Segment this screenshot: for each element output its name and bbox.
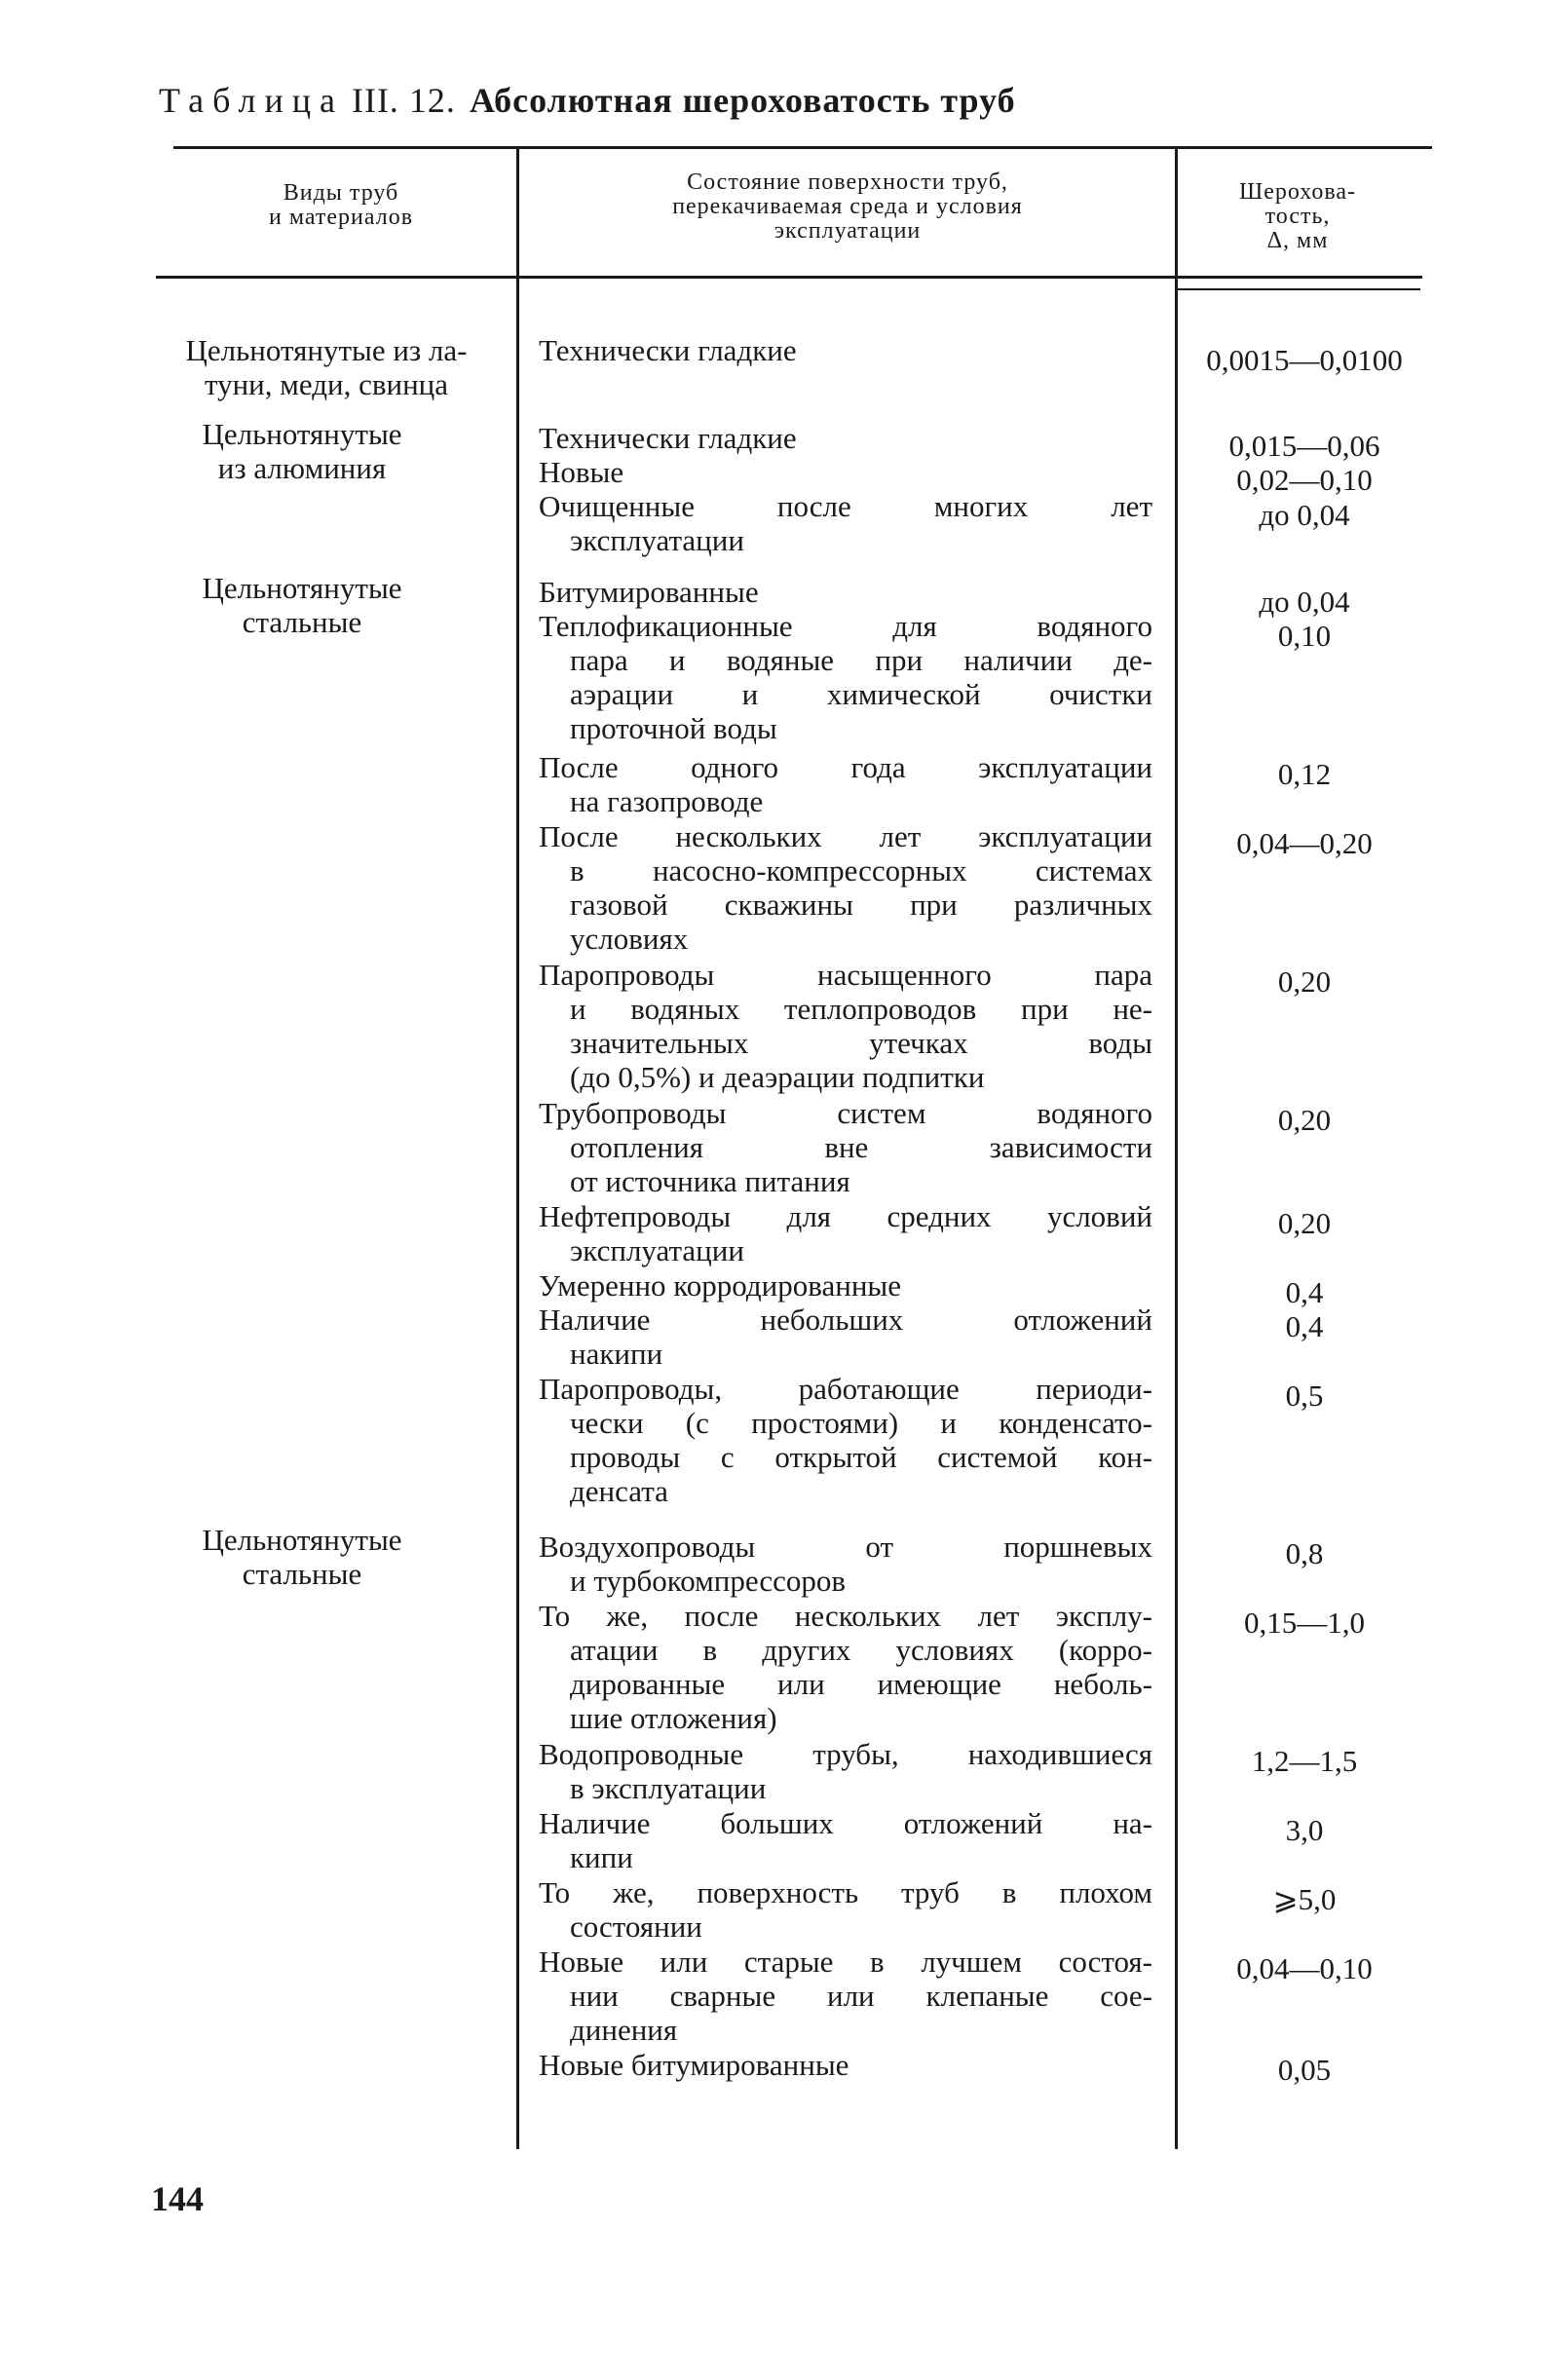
header-top-rule (173, 146, 1432, 149)
table-caption: Абсолютная шероховатость труб (469, 81, 1016, 120)
condition-cell: Теплофикационные для водяного пара и водяные при наличии де- аэрации и химической очистки проточной воды (539, 609, 1152, 745)
condition-cell: Паропроводы насыщенного пара и водяных теплопроводов при не- значительных утечках воды (до 0,5%) и деаэрации подпитки (539, 958, 1152, 1094)
roughness-value: ⩾5,0 (1272, 1882, 1337, 1916)
condition-cell: Наличие небольших отложений накипи (539, 1303, 1152, 1371)
roughness-value: 0,02—0,10 (1236, 463, 1373, 497)
roughness-value: 0,5 (1285, 1379, 1324, 1413)
roughness-value: 0,0015—0,0100 (1206, 343, 1403, 377)
material-cell: Цельнотянутые из алюминия (202, 417, 402, 485)
roughness-value: 0,10 (1277, 619, 1332, 653)
roughness-value: 0,4 (1285, 1275, 1324, 1309)
material-cell: Цельнотянутые стальные (202, 571, 402, 639)
roughness-value: 0,04—0,10 (1236, 1951, 1373, 1985)
condition-cell: Технически гладкие (539, 421, 797, 455)
roughness-value: 0,15—1,0 (1244, 1606, 1365, 1640)
condition-cell: Нефтепроводы для средних условий эксплуатации (539, 1199, 1152, 1267)
page-number: 144 (151, 2179, 204, 2218)
roughness-value: 0,05 (1277, 2053, 1332, 2087)
roughness-value: 0,12 (1277, 757, 1332, 791)
table-title (159, 80, 1016, 121)
condition-cell: Новые битумированные (539, 2048, 849, 2082)
condition-cell: То же, поверхность труб в плохом состоянии (539, 1875, 1152, 1944)
roughness-value: 0,20 (1277, 1103, 1332, 1137)
roughness-value: 1,2—1,5 (1251, 1744, 1358, 1778)
header-bottom-rule (156, 276, 1422, 279)
roughness-value: 0,8 (1285, 1536, 1324, 1570)
material-cell: Цельнотянутые из ла- туни, меди, свинца (185, 333, 468, 401)
condition-cell: После нескольких лет эксплуатации в насосно-компрессорных системах газовой скважины при различных условиях (539, 819, 1152, 956)
table-number: III. 12. (351, 81, 456, 120)
roughness-value: 0,20 (1277, 964, 1332, 999)
roughness-value: 0,4 (1285, 1309, 1324, 1343)
condition-cell: Наличие больших отложений на- кипи (539, 1806, 1152, 1874)
condition-cell: Битумированные (539, 575, 759, 609)
condition-cell: Трубопроводы систем водяного отопления вне зависимости от источника питания (539, 1096, 1152, 1198)
header-condition: Состояние поверхности труб, перекачиваемая среда и условия эксплуатации (672, 170, 1023, 244)
material-cell: Цельнотянутые стальные (202, 1523, 402, 1591)
roughness-value: 0,20 (1277, 1206, 1332, 1240)
header-bottom-rule-right (1177, 288, 1420, 290)
roughness-value: 3,0 (1285, 1813, 1324, 1847)
roughness-value: 0,04—0,20 (1236, 826, 1373, 860)
table-label: Таблица (159, 81, 344, 120)
column-divider-2 (1175, 149, 1178, 2149)
roughness-value: до 0,04 (1259, 585, 1350, 619)
condition-cell: Новые или старые в лучшем состоя- нии сварные или клепаные сое- динения (539, 1945, 1152, 2047)
condition-cell: Очищенные после многих лет эксплуатации (539, 489, 1152, 557)
condition-cell: Технически гладкие (539, 333, 797, 367)
roughness-value: 0,015—0,06 (1228, 429, 1380, 463)
header-roughness: Шерохова- тость, Δ, мм (1238, 179, 1356, 253)
header-materials: Виды труб и материалов (268, 180, 414, 230)
condition-cell: Паропроводы, работающие периоди- чески (с простоями) и конденсато- проводы с открытой системой кон- денсата (539, 1372, 1152, 1508)
condition-cell: Воздухопроводы от поршневых и турбокомпрессоров (539, 1530, 1152, 1598)
column-divider-1 (516, 149, 519, 2149)
condition-cell: То же, после нескольких лет эксплу- атации в других условиях (корро- дированные или имеющие неболь- шие отложения) (539, 1599, 1152, 1735)
condition-cell: Умеренно корродированные (539, 1268, 901, 1303)
roughness-value: до 0,04 (1259, 498, 1350, 532)
condition-cell: Новые (539, 455, 624, 489)
condition-cell: После одного года эксплуатации на газопроводе (539, 750, 1152, 818)
condition-cell: Водопроводные трубы, находившиеся в эксплуатации (539, 1737, 1152, 1805)
